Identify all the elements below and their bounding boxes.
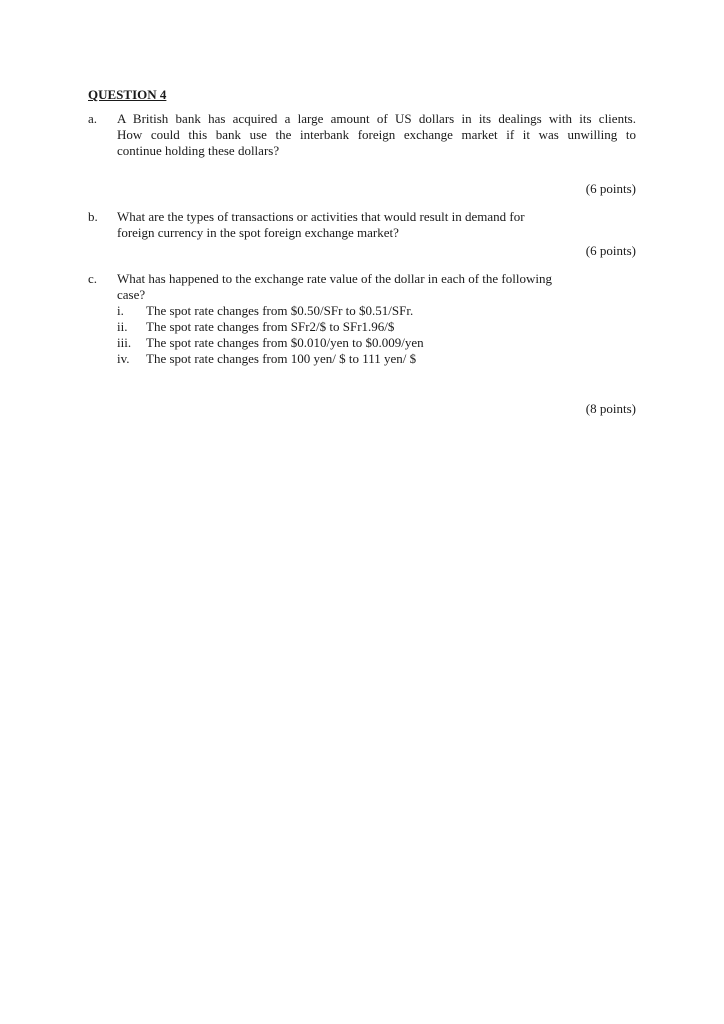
part-c-item-text: The spot rate changes from $0.010/yen to $0.009/yen: [146, 335, 424, 350]
part-a-letter: a.: [88, 111, 98, 126]
part-c-item: [117, 335, 636, 351]
part-c-points: (8 points): [585, 401, 636, 416]
part-c: [88, 271, 636, 371]
part-c-item: [117, 319, 636, 335]
part-a-points: (6 points): [585, 181, 636, 196]
part-a-line-2: How could this bank use the interbank foreign exchange market if it was unwilling to: [117, 127, 636, 142]
part-c-item-number: iii.: [117, 335, 132, 350]
part-b-line-2: foreign currency in the spot foreign exchange market?: [117, 225, 399, 240]
part-a: [88, 111, 636, 171]
part-c-text: [117, 271, 636, 367]
part-c-item: [117, 303, 636, 319]
part-c-item-number: iv.: [117, 351, 130, 366]
question-title: QUESTION 4: [88, 87, 167, 102]
part-b-text: [117, 209, 636, 241]
part-a-line-1: A British bank has acquired a large amount of US dollars in its dealings with its clients.: [117, 111, 636, 126]
part-b-line-1: What are the types of transactions or activities that would result in demand for: [117, 209, 525, 224]
part-a-line-3: continue holding these dollars?: [117, 143, 280, 158]
part-c-line-1: What has happened to the exchange rate value of the dollar in each of the following: [117, 271, 552, 286]
part-a-text: [117, 111, 636, 159]
part-c-line-2: case?: [117, 287, 146, 302]
part-c-item-number: ii.: [117, 319, 128, 334]
part-c-letter: c.: [88, 271, 98, 286]
part-c-item: [117, 351, 636, 367]
part-c-item-text: The spot rate changes from 100 yen/ $ to 111 yen/ $: [146, 351, 417, 366]
part-c-item-number: i.: [117, 303, 124, 318]
part-c-item-text: The spot rate changes from SFr2/$ to SFr1.96/$: [146, 319, 395, 334]
part-b-points: (6 points): [585, 243, 636, 258]
part-c-item-text: The spot rate changes from $0.50/SFr to $0.51/SFr.: [146, 303, 414, 318]
part-b-letter: b.: [88, 209, 98, 224]
part-b: [88, 209, 636, 249]
